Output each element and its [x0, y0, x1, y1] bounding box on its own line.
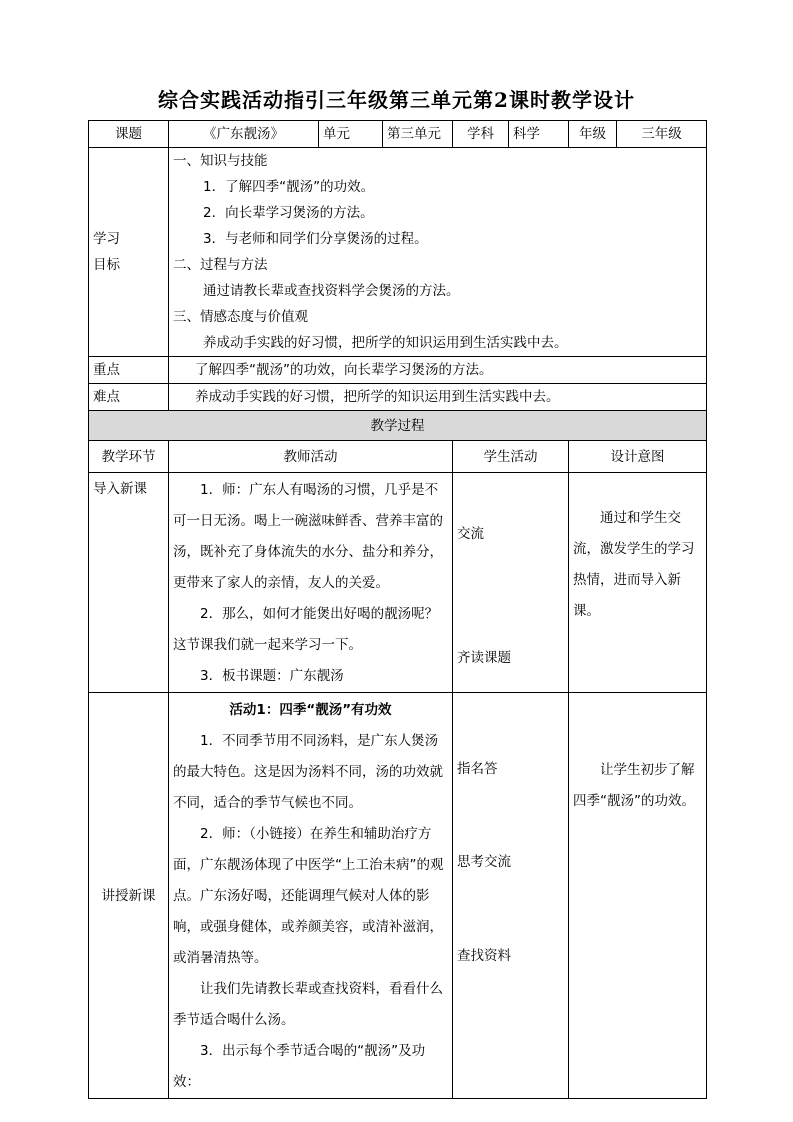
- objective-heading-3: 三、情感态度与价值观: [173, 309, 308, 325]
- objectives-label-text: 学习目标: [93, 231, 120, 273]
- key-point-text: 了解四季“靓汤”的功效，向长辈学习煲汤的方法。: [169, 357, 707, 384]
- difficult-point-label: 难点: [89, 384, 169, 411]
- key-point-label: 重点: [89, 357, 169, 384]
- intro-stage: 导入新课: [89, 473, 169, 693]
- new-lesson-intent-text: 让学生初步了解四季“靓汤”的功效。: [573, 762, 695, 809]
- course-label: 课题: [89, 121, 169, 148]
- col-intent-header: 设计意图: [569, 441, 707, 473]
- new-lesson-intent: [569, 693, 707, 1099]
- objective-item-4: 通过请教长辈或查找资料学会煲汤的方法。: [203, 283, 460, 299]
- objective-item-5: 养成动手实践的好习惯，把所学的知识运用到生活实践中去。: [203, 335, 568, 351]
- objective-heading-2: 二、过程与方法: [173, 257, 268, 273]
- intro-intent-text: 通过和学生交流，激发学生的学习热情，进而导入新课。: [573, 510, 695, 619]
- new-lesson-student-1: 指名答: [457, 761, 498, 777]
- grade-value: 三年级: [617, 121, 707, 148]
- intro-paragraph-1: 1．师：广东人有喝汤的习惯，几乎是不可一日无汤。喝上一碗滋味鲜香、营养丰富的汤，既补充了身体流失的水分、盐分和养分，更带来了家人的亲情，友人的关爱。: [173, 482, 443, 591]
- col-teacher-header: 教师活动: [169, 441, 453, 473]
- difficult-point-text: 养成动手实践的好习惯，把所学的知识运用到生活实践中去。: [169, 384, 707, 411]
- grade-label: 年级: [569, 121, 617, 148]
- col-student-header: 学生活动: [453, 441, 569, 473]
- new-lesson-student-activity: [453, 693, 569, 1099]
- objectives-content: [169, 148, 707, 357]
- intro-paragraph-2: 2．那么，如何才能煲出好喝的靓汤呢？这节课我们就一起来学习一下。: [173, 606, 439, 653]
- intro-student-activity: [453, 473, 569, 693]
- intro-intent: [569, 473, 707, 693]
- new-lesson-stage: 讲授新课: [89, 693, 169, 1099]
- lesson-plan-table: [88, 120, 706, 1099]
- course-value: 《广东靓汤》: [169, 121, 319, 148]
- new-lesson-paragraph-4: 3．出示每个季节适合喝的“靓汤”及功效：: [173, 1043, 426, 1090]
- process-title: 教学过程: [89, 411, 707, 441]
- subject-label: 学科: [453, 121, 509, 148]
- subject-value: 科学: [509, 121, 569, 148]
- document-title: 综合实践活动指引三年级第三单元第2课时教学设计: [158, 88, 635, 112]
- new-lesson-teacher-activity: [169, 693, 453, 1099]
- col-stage-header: 教学环节: [89, 441, 169, 473]
- objective-item-2: 2．向长辈学习煲汤的方法。: [203, 205, 374, 221]
- new-lesson-paragraph-1: 1．不同季节用不同汤料，是广东人煲汤的最大特色。这是因为汤料不同，汤的功效就不同，适合的季节气候也不同。: [173, 733, 443, 811]
- intro-paragraph-3: 3．板书课题：广东靓汤: [200, 668, 344, 684]
- new-lesson-paragraph-3: 让我们先请教长辈或查找资料，看看什么季节适合喝什么汤。: [173, 981, 443, 1028]
- intro-student-2: 齐读课题: [457, 650, 511, 666]
- intro-student-1: 交流: [457, 526, 484, 542]
- unit-label: 单元: [319, 121, 383, 148]
- objectives-label: [89, 148, 169, 357]
- new-lesson-paragraph-2: 2．师：（小链接）在养生和辅助治疗方面，广东靓汤体现了中医学“上工治未病”的观点。广东汤好喝，还能调理气候对人体的影响，或强身健体，或养颜美容，或清补滋润，或消暑清热等。: [173, 826, 444, 966]
- objective-item-1: 1．了解四季“靓汤”的功效。: [203, 179, 375, 195]
- activity-title: 活动1：四季“靓汤”有功效: [229, 702, 392, 718]
- intro-teacher-activity: [169, 473, 453, 693]
- unit-value: 第三单元: [383, 121, 453, 148]
- objective-heading-1: 一、知识与技能: [173, 153, 268, 169]
- new-lesson-student-3: 查找资料: [457, 948, 511, 964]
- objective-item-3: 3．与老师和同学们分享煲汤的过程。: [203, 231, 428, 247]
- new-lesson-student-2: 思考交流: [457, 854, 511, 870]
